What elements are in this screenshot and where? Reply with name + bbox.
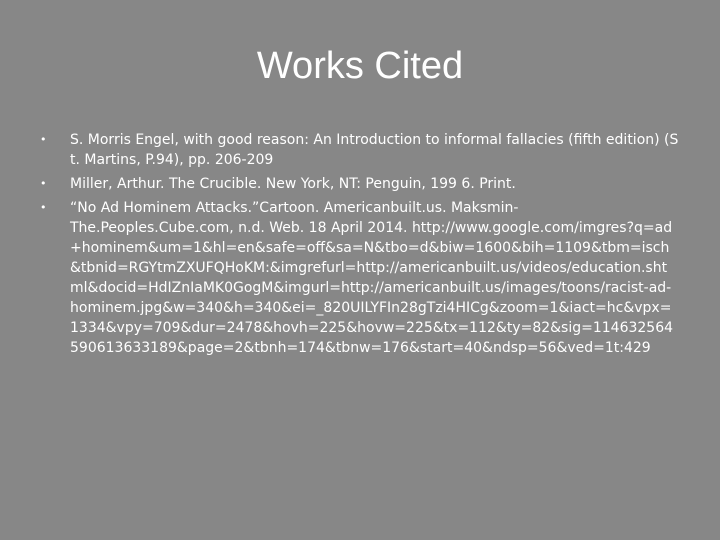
citation-list: [40, 130, 680, 362]
slide-title: Works Cited: [256, 45, 464, 87]
citation-text: S. Morris Engel, with good reason: An Introduction to informal fallacies (fifth edition) (St. Martins, P.94), pp. 206-209: [70, 132, 679, 168]
citation-text: Miller, Arthur. The Crucible. New York, NT: Penguin, 199 6. Print.: [70, 176, 516, 192]
bullet-icon: •: [40, 177, 47, 190]
citation-url: http://www.google.com/imgres?q=ad+hominem&um=1&hl=en&safe=off&sa=N&tbo=d&biw=1600&bih=1109&tbm=isch&tbnid=RGYtmZXUFQHoKM:&imgrefurl=http://americanbuilt.us/videos/education.shtml&docid=HdIZnIaMK0GogM&imgurl=http://americanbuilt.us/images/toons/racist-ad-hominem.jpg&w=340&h=340&ei=_820UILYFIn28gTzi4HICg&zoom=1&iact=hc&vpx=1334&vpy=709&dur=2478&hovh=225&hovw=225&tx=112&ty=82&sig=114632564590613633189&page=2&tbnh=174&tbnw=176&start=40&ndsp=56&ved=1t:429: [70, 220, 674, 356]
citation-item: [40, 198, 680, 358]
bullet-icon: •: [40, 133, 47, 146]
bullet-icon: •: [40, 201, 47, 214]
citation-item: [40, 174, 680, 194]
citation-text: “No Ad Hominem Attacks.”Cartoon. Americanbuilt.us. Maksmin-The.Peoples.Cube.com, n.d. Web. 18 April 2014.: [70, 200, 519, 236]
citation-item: [40, 130, 680, 170]
